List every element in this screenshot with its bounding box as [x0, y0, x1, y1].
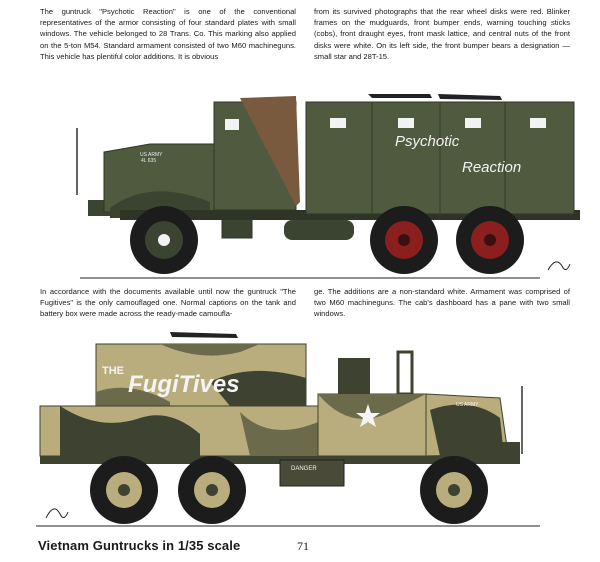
hood-text-line1: US ARMY — [140, 152, 163, 158]
truck-name-main: FugiTives — [128, 371, 240, 398]
artist-signature — [548, 262, 570, 270]
paragraph-2-left: In accordance with the documents available until now the guntruck "The Fugitives" is the only camouflaged one. Normal captions on the tank and battery box were made across the ready-made camoufla- — [40, 287, 296, 319]
truck-illustration-the-fugitives — [0, 322, 600, 532]
m60-machinegun — [368, 94, 432, 98]
rear-wheel-1 — [90, 456, 158, 524]
armor-window — [398, 118, 414, 128]
artist-signature — [46, 509, 68, 518]
fuel-tank — [284, 220, 354, 240]
armor-window — [530, 118, 546, 128]
front-bumper — [500, 442, 520, 458]
hood-text: US ARMY — [456, 402, 479, 408]
armor-window — [330, 118, 346, 128]
armor-window — [465, 118, 481, 128]
rear-wheel-2 — [456, 206, 524, 274]
cab-armor-top — [338, 358, 370, 394]
page-number: 71 — [297, 539, 309, 553]
book-title-footer: Vietnam Guntrucks in 1/35 scale — [38, 538, 241, 553]
truck-name-line2: Reaction — [462, 159, 522, 176]
truck-illustration-psychotic-reaction — [0, 90, 600, 285]
paragraph-1-right: from its survived photographs that the rear wheel disks were red. Blinker frames on the mudguards, front bumper ends, warning touching sticks (cobs), front draught eyes, front mask lattice, and central nuts of the front disks were white. On its left side, the front bumper bears a designation — small star and 28T-15. — [314, 7, 570, 61]
truck-name-the: THE — [102, 365, 124, 377]
front-wheel — [420, 456, 488, 524]
front-wheel — [130, 206, 198, 274]
m60-machinegun — [170, 332, 238, 338]
paragraph-1-left: The guntruck "Psychotic Reaction" is one of the conventional representatives of the armor consisting of four standard plates with small windows. The vehicle belonged to 28 Trans. Co. This marking also applied on the 5-ton M54. Standard armament consisted of two M60 machineguns. This vehicle has plentiful color additions. It is obvious — [40, 7, 296, 61]
fuel-tank — [280, 460, 344, 486]
rear-wheel-1 — [370, 206, 438, 274]
hood-text-line2: 4L 635 — [141, 158, 157, 164]
danger-sign-title: DANGER — [291, 466, 317, 472]
m60-machinegun — [438, 94, 502, 100]
rear-wheel-2 — [178, 456, 246, 524]
cab-window — [225, 119, 239, 130]
paragraph-2-right: ge. The additions are a non-standard white. Armament was comprised of two M60 machineguns. The cab's dashboard has a pane with two small windows. — [314, 287, 570, 319]
windshield-frame — [398, 352, 412, 394]
truck-name-line1: Psychotic — [395, 133, 460, 150]
